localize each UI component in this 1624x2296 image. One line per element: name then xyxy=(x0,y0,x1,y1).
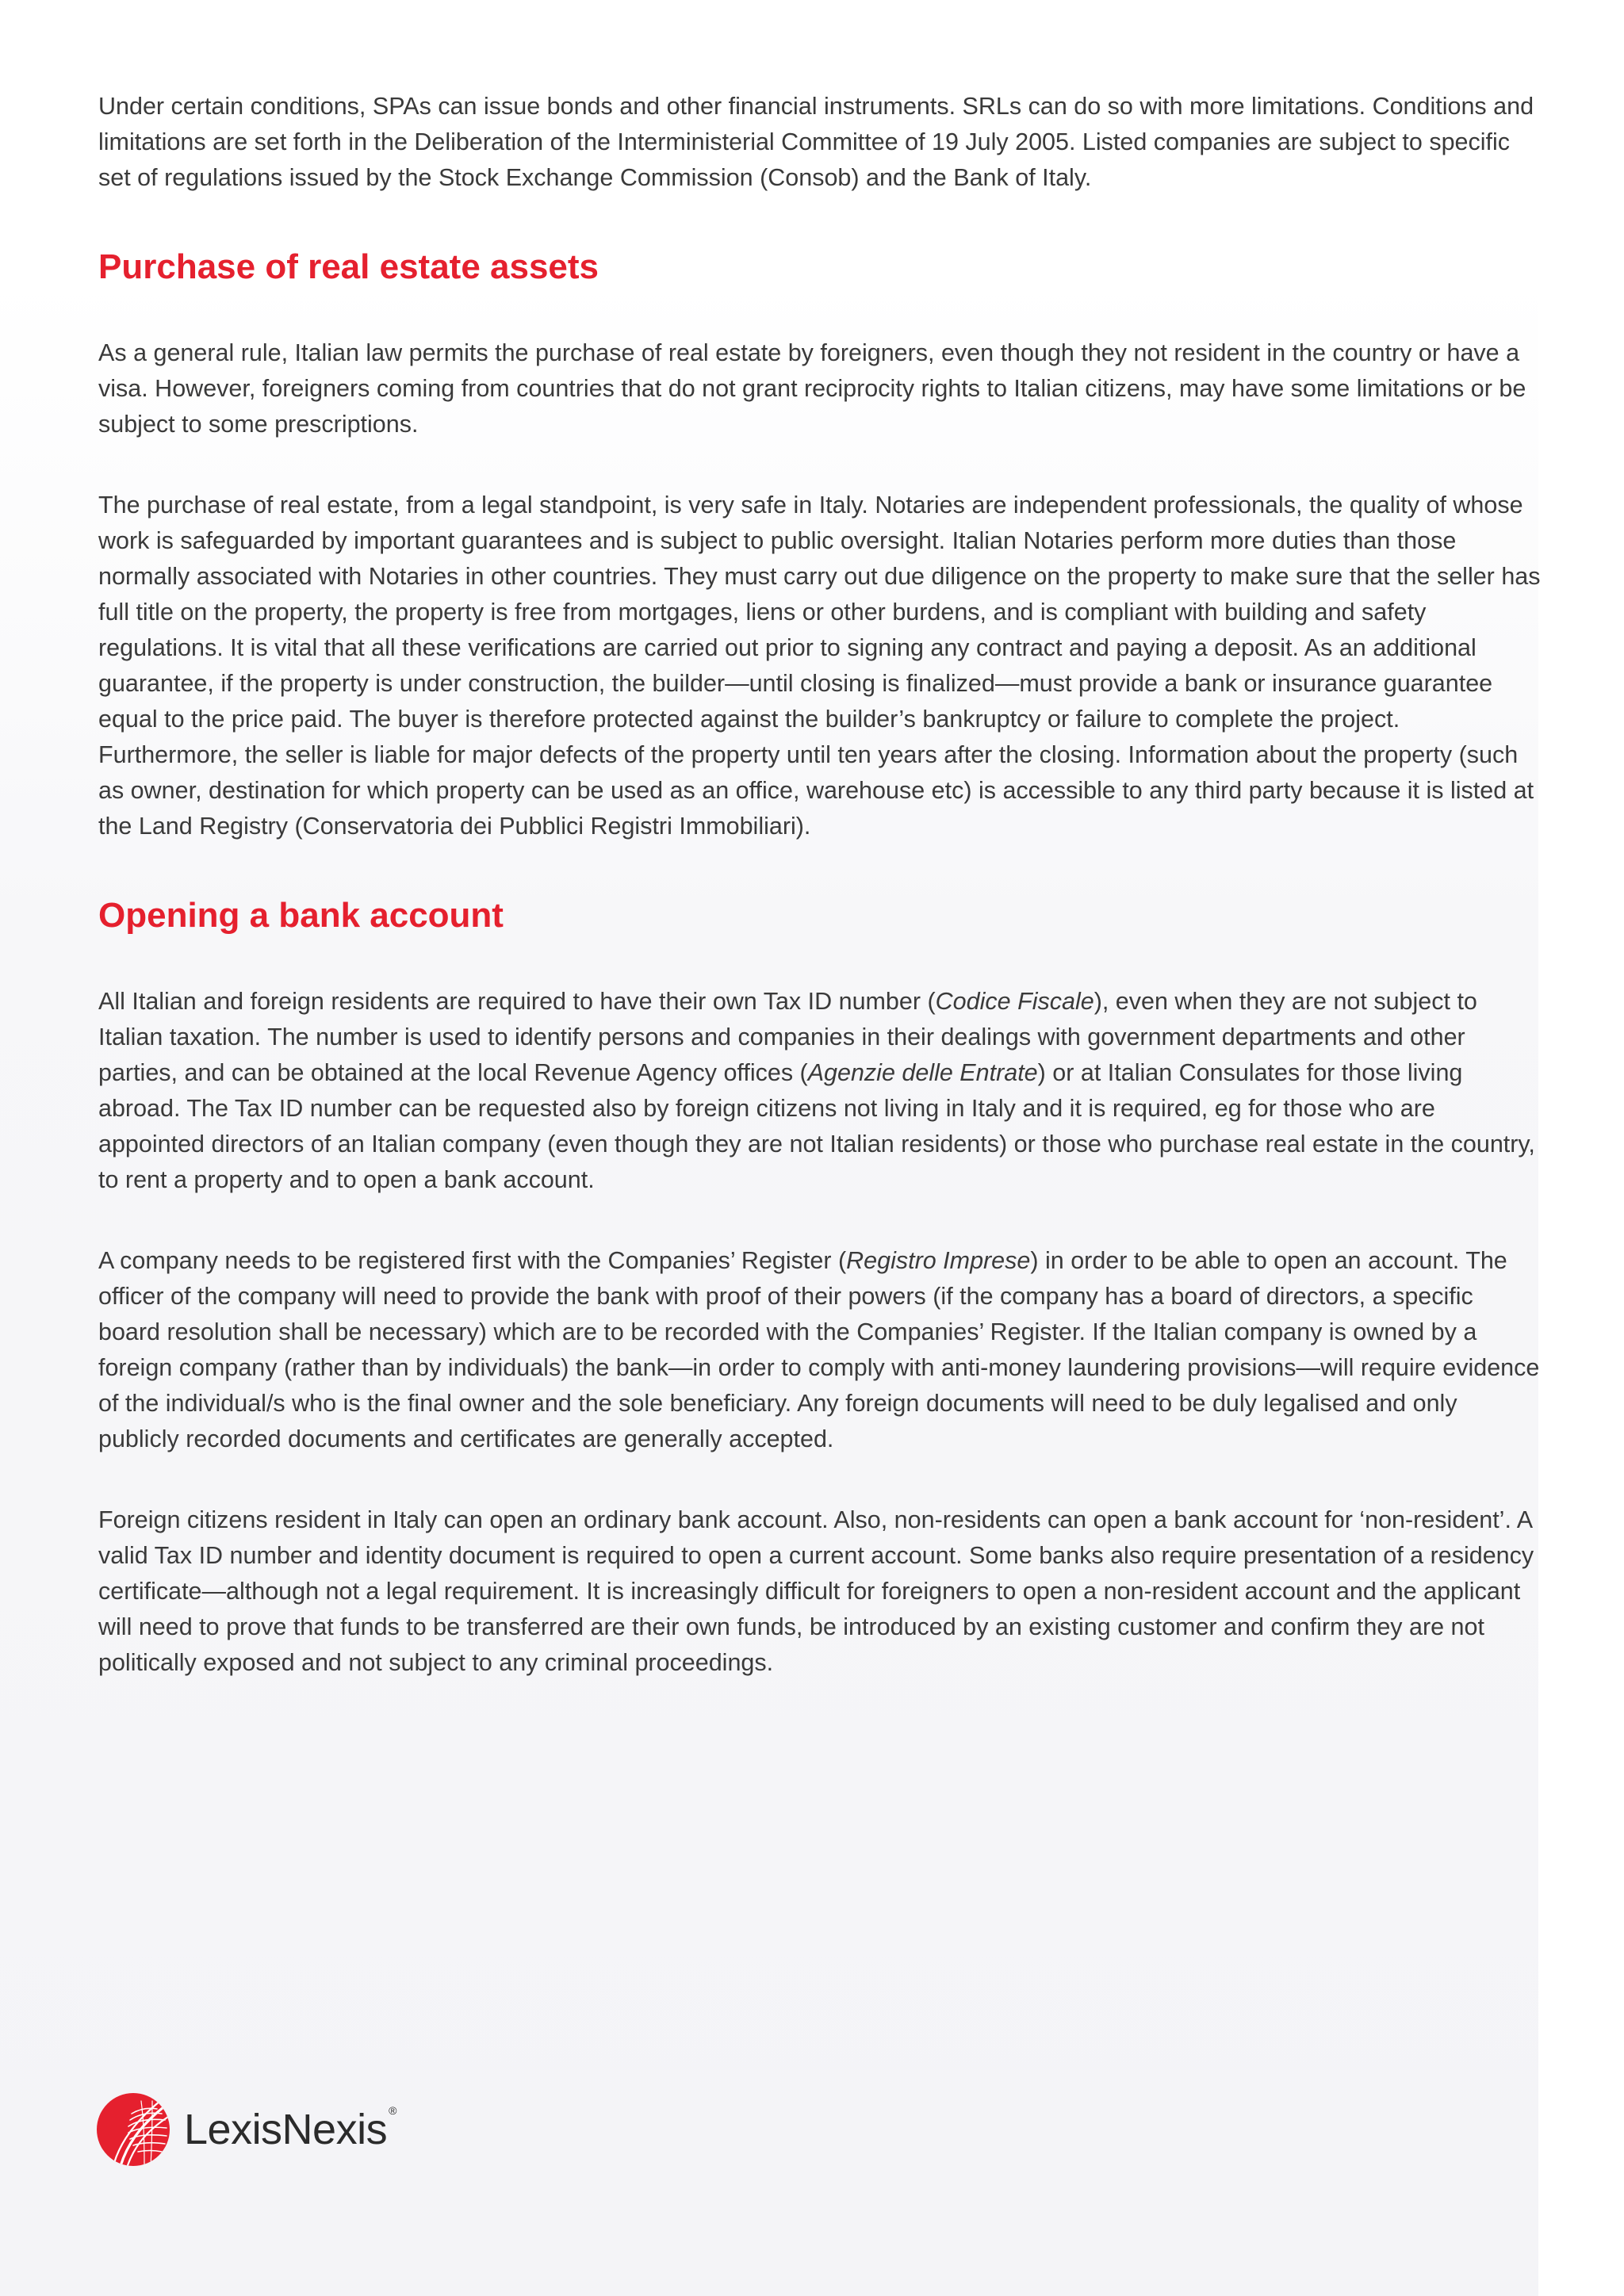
heading-opening-bank-account: Opening a bank account xyxy=(98,896,504,935)
real-estate-paragraph-2: The purchase of real estate, from a legal standpoint, is very safe in Italy. Notaries are independent professionals, the quality of whose work is safeguarded by important guarantees and is subject to public oversight. Italian Notaries perform more duties than those normally associated with Notaries in other countries. They must carry out due diligence on the property to make sure that the seller has full title on the property, the property is free from mortgages, liens or other burdens, and is compliant with building and safety regulations. It is vital that all these verifications are carried out prior to signing any contract and paying a deposit. As an additional guarantee, if the property is under construction, the builder—until closing is finalized—must provide a bank or insurance guarantee equal to the price paid. The buyer is therefore protected against the builder’s bankruptcy or failure to complete the project. Furthermore, the seller is liable for major defects of the property until ten years after the closing. Information about the property (such as owner, destination for which property can be used as an office, warehouse etc) is accessible to any third party because it is listed at the Land Registry (Conservatoria dei Pubblici Registri Immobiliari). xyxy=(98,492,1541,840)
agenzie-entrate-term: Agenzie delle Entrate xyxy=(807,1059,1038,1086)
lexisnexis-wordmark: LexisNexis ® xyxy=(184,2104,396,2153)
lexisnexis-globe-icon xyxy=(94,2090,173,2169)
bank-paragraph-2: A company needs to be registered first with the Companies’ Register (Registro Imprese) in order to be able to open an account. The officer of the company will need to provide the bank with proof of their powers (if the company has a board of directors, a specific board resolution shall be necessary) which are to be recorded with the Companies’ Register. If the Italian company is owned by a foreign company (rather than by individuals) the bank—in order to comply with anti-money laundering provisions—will require evidence of the individual/s who is the final owner and the sole beneficiary. Any foreign documents will need to be duly legalised and only publicly recorded documents and certificates are generally accepted. xyxy=(98,1247,1540,1452)
document-body xyxy=(98,89,1542,1681)
heading-purchase-real-estate: Purchase of real estate assets xyxy=(98,247,599,286)
bank-paragraph-1: All Italian and foreign residents are required to have their own Tax ID number (Codice Fiscale), even when they are not subject to Italian taxation. The number is used to identify persons and companies in their dealings with government departments and other parties, and can be obtained at the local Revenue Agency offices (Agenzie delle Entrate) or at Italian Consulates for those living abroad. The Tax ID number can be requested also by foreign citizens not living in Italy and it is required, eg for those who are appointed directors of an Italian company (even though they are not Italian residents) or those who purchase real estate in the country, to rent a property and to open a bank account. xyxy=(98,988,1535,1193)
lexisnexis-logo xyxy=(94,2090,396,2169)
registro-imprese-term: Registro Imprese xyxy=(846,1247,1031,1274)
codice-fiscale-term: Codice Fiscale xyxy=(935,988,1094,1015)
bank-paragraph-3: Foreign citizens resident in Italy can open an ordinary bank account. Also, non-residents can open a bank account for ‘non-resident’. A valid Tax ID number and identity document is required to open a current account. Some banks also require presentation of a residency certificate—although not a legal requirement. It is increasingly difficult for foreigners to open a non-resident account and the applicant will need to prove that funds to be transferred are their own funds, be introduced by an existing customer and confirm they are not politically exposed and not subject to any criminal proceedings. xyxy=(98,1506,1534,1676)
intro-paragraph: Under certain conditions, SPAs can issue bonds and other financial instruments. SRLs can do so with more limitations. Conditions and limitations are set forth in the Deliberation of the Interministerial Committee of 19 July 2005. Listed companies are subject to specific set of regulations issued by the Stock Exchange Commission (Consob) and the Bank of Italy. xyxy=(98,93,1534,191)
real-estate-paragraph-1: As a general rule, Italian law permits the purchase of real estate by foreigners, even though they not resident in the country or have a visa. However, foreigners coming from countries that do not grant reciprocity rights to Italian citizens, may have some limitations or be subject to some prescriptions. xyxy=(98,339,1526,438)
